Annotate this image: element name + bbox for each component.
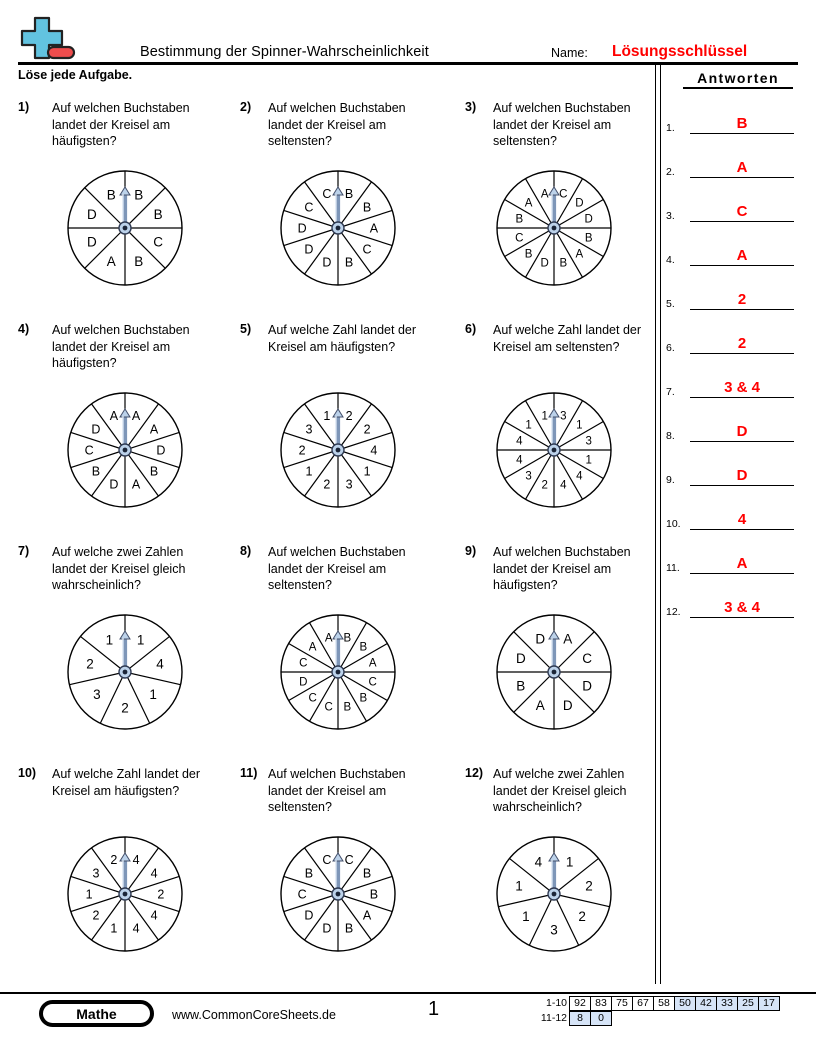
svg-text:3: 3 [550, 922, 558, 938]
svg-text:B: B [359, 641, 368, 654]
svg-text:D: D [562, 697, 573, 713]
svg-text:2: 2 [345, 409, 353, 424]
question-text: Auf welche zwei Zahlen landet der Kreisel gleich wahrscheinlich? [493, 767, 627, 814]
answer-line [690, 309, 794, 310]
svg-text:2: 2 [585, 878, 593, 894]
name-value: Lösungsschlüssel [612, 43, 748, 60]
svg-text:B: B [584, 232, 593, 245]
svg-text:D: D [575, 197, 584, 210]
svg-text:4: 4 [156, 656, 164, 672]
svg-text:D: D [322, 921, 332, 936]
svg-text:4: 4 [150, 908, 158, 923]
svg-text:2: 2 [298, 443, 306, 458]
svg-text:D: D [304, 242, 314, 257]
svg-text:2: 2 [578, 909, 586, 925]
answer-line [690, 177, 794, 178]
svg-text:B: B [362, 200, 372, 215]
score-cell: 75 [611, 996, 633, 1011]
score-cell: 25 [737, 996, 759, 1011]
answer-row [666, 420, 794, 442]
svg-text:B: B [106, 187, 116, 203]
answer-number: 9. [666, 474, 675, 486]
answer-line [690, 441, 794, 442]
spinner-diagram [496, 614, 612, 735]
question-number: 9) [465, 544, 477, 558]
answer-line [690, 573, 794, 574]
svg-text:1: 1 [305, 464, 313, 479]
svg-text:A: A [368, 657, 377, 670]
question-text: Auf welchen Buchstaben landet der Kreisel am häufigsten? [52, 323, 190, 370]
name-label: Name: [551, 46, 588, 60]
svg-text:4: 4 [516, 435, 523, 448]
question-text: Auf welchen Buchstaben landet der Kreisel am häufigsten? [493, 545, 631, 592]
answer-line [690, 397, 794, 398]
svg-text:4: 4 [132, 921, 140, 936]
score-cell: 8 [569, 1011, 591, 1026]
svg-text:D: D [91, 422, 101, 437]
svg-text:D: D [86, 206, 97, 222]
svg-text:D: D [540, 257, 549, 270]
score-cell: 58 [653, 996, 675, 1011]
svg-text:C: C [84, 443, 94, 458]
answer-value: D [736, 467, 748, 484]
svg-text:B: B [343, 701, 352, 714]
svg-text:C: C [308, 692, 317, 705]
svg-text:2: 2 [363, 422, 371, 437]
svg-text:B: B [134, 187, 144, 203]
spinner-diagram [280, 836, 396, 957]
svg-text:C: C [344, 853, 354, 868]
svg-text:B: B [369, 887, 379, 902]
svg-text:2: 2 [157, 887, 165, 902]
question-number: 2) [240, 100, 252, 114]
answer-value: D [736, 423, 748, 440]
question-number: 5) [240, 322, 252, 336]
answer-row [666, 464, 794, 486]
question-text: Auf welchen Buchstaben landet der Kreisel am seltensten? [268, 545, 406, 592]
svg-text:A: A [524, 197, 533, 210]
svg-text:1: 1 [363, 464, 371, 479]
svg-text:1: 1 [576, 419, 583, 432]
answer-row [666, 596, 794, 618]
answers-heading: Antworten [683, 70, 793, 89]
svg-text:D: D [304, 908, 314, 923]
svg-text:1: 1 [110, 921, 118, 936]
score-cell: 67 [632, 996, 654, 1011]
svg-text:C: C [515, 232, 524, 245]
svg-text:3: 3 [345, 477, 353, 492]
svg-text:C: C [559, 188, 568, 201]
svg-text:A: A [131, 477, 141, 492]
svg-text:3: 3 [93, 687, 101, 703]
score-cell: 50 [674, 996, 696, 1011]
answer-row [666, 508, 794, 530]
svg-text:B: B [524, 248, 533, 261]
svg-text:4: 4 [150, 866, 158, 881]
svg-text:A: A [369, 221, 379, 236]
spinner-diagram [67, 836, 183, 957]
svg-text:D: D [86, 234, 97, 250]
svg-text:1: 1 [323, 409, 331, 424]
answer-row [666, 288, 794, 310]
answer-value: A [736, 159, 748, 176]
svg-text:1: 1 [565, 854, 574, 870]
answers-divider [655, 64, 661, 984]
page-number: 1 [428, 998, 440, 1020]
question-number: 1) [18, 100, 30, 114]
svg-text:C: C [368, 676, 377, 689]
answer-line [690, 133, 794, 134]
svg-text:A: A [362, 908, 372, 923]
answer-row [666, 156, 794, 178]
answer-value: 3 & 4 [724, 379, 760, 396]
question-number: 10) [18, 766, 37, 780]
svg-text:C: C [299, 657, 308, 670]
answer-row [666, 244, 794, 266]
svg-text:B: B [359, 692, 368, 705]
svg-text:A: A [131, 409, 141, 424]
question-number: 3) [465, 100, 477, 114]
instruction-text: Löse jede Aufgabe. [18, 68, 133, 82]
svg-text:4: 4 [534, 854, 543, 870]
svg-text:2: 2 [541, 479, 548, 492]
spinner-diagram [496, 170, 612, 291]
svg-text:3: 3 [560, 410, 567, 423]
question-text: Auf welchen Buchstaben landet der Kreisel am häufigsten? [52, 101, 190, 148]
spinner-diagram [67, 170, 183, 291]
spinner-diagram [280, 392, 396, 513]
svg-text:B: B [153, 206, 163, 222]
answer-number: 11. [666, 562, 680, 574]
answer-value: 2 [737, 335, 747, 352]
answer-value: 3 & 4 [724, 599, 760, 616]
svg-text:1: 1 [515, 878, 523, 894]
svg-text:B: B [344, 255, 354, 270]
svg-text:B: B [515, 213, 524, 226]
svg-text:B: B [304, 866, 314, 881]
svg-text:1: 1 [85, 887, 93, 902]
svg-text:1: 1 [522, 909, 530, 925]
svg-text:A: A [535, 697, 545, 713]
question-number: 8) [240, 544, 252, 558]
score-cell: 42 [695, 996, 717, 1011]
answer-value: A [736, 555, 748, 572]
svg-text:4: 4 [370, 443, 378, 458]
answer-value: C [736, 203, 748, 220]
svg-text:D: D [299, 676, 308, 689]
svg-text:3: 3 [92, 866, 100, 881]
svg-text:A: A [106, 253, 116, 269]
svg-text:A: A [563, 631, 573, 647]
svg-text:1: 1 [525, 419, 532, 432]
svg-text:C: C [322, 187, 332, 202]
spinner-diagram [280, 614, 396, 735]
svg-text:C: C [582, 650, 593, 666]
answer-value: 4 [737, 511, 747, 528]
answer-line [690, 265, 794, 266]
answer-number: 7. [666, 386, 675, 398]
svg-text:B: B [516, 678, 526, 694]
svg-text:D: D [322, 255, 332, 270]
svg-text:D: D [535, 631, 546, 647]
answer-number: 6. [666, 342, 675, 354]
subject-badge [39, 1000, 154, 1027]
svg-text:4: 4 [516, 454, 523, 467]
answer-row [666, 332, 794, 354]
svg-text:A: A [149, 422, 159, 437]
spinner-diagram [67, 614, 183, 735]
svg-text:3: 3 [525, 470, 532, 483]
svg-text:2: 2 [121, 700, 129, 716]
svg-text:A: A [575, 248, 584, 261]
svg-text:B: B [149, 464, 159, 479]
answer-number: 4. [666, 254, 675, 266]
svg-text:B: B [134, 253, 144, 269]
svg-text:2: 2 [92, 908, 100, 923]
svg-text:C: C [362, 242, 372, 257]
page-title: Bestimmung der Spinner-Wahrscheinlichkeit [140, 44, 429, 60]
answer-line [690, 221, 794, 222]
answer-number: 12. [666, 606, 681, 618]
question-number: 7) [18, 544, 30, 558]
answer-row [666, 376, 794, 398]
svg-text:C: C [304, 200, 314, 215]
svg-text:D: D [156, 443, 166, 458]
svg-text:B: B [362, 866, 372, 881]
svg-text:C: C [322, 853, 332, 868]
svg-text:D: D [584, 213, 593, 226]
question-text: Auf welche Zahl landet der Kreisel am häufigsten? [52, 767, 201, 798]
svg-text:B: B [91, 464, 101, 479]
answer-row [666, 200, 794, 222]
svg-text:D: D [109, 477, 119, 492]
score-row [533, 1011, 780, 1026]
svg-text:D: D [297, 221, 307, 236]
svg-text:B: B [344, 921, 354, 936]
answer-value: B [736, 115, 748, 132]
footer-divider [0, 992, 816, 994]
spinner-diagram [496, 392, 612, 513]
score-row-label: 11-12 [540, 1012, 567, 1024]
svg-text:1: 1 [105, 632, 114, 648]
question-text: Auf welchen Buchstaben landet der Kreisel am seltensten? [268, 767, 406, 814]
question-number: 11) [240, 766, 258, 780]
answer-line [690, 485, 794, 486]
question-text: Auf welche Zahl landet der Kreisel am häufigsten? [268, 323, 417, 354]
svg-text:B: B [559, 257, 568, 270]
svg-text:1: 1 [149, 687, 157, 703]
spinner-diagram [67, 392, 183, 513]
svg-text:D: D [582, 678, 593, 694]
svg-text:C: C [297, 887, 307, 902]
question-text: Auf welchen Buchstaben landet der Kreisel am seltensten? [493, 101, 631, 148]
svg-text:A: A [540, 188, 549, 201]
question-text: Auf welche zwei Zahlen landet der Kreisel gleich wahrscheinlich? [52, 545, 186, 592]
answer-number: 5. [666, 298, 675, 310]
svg-text:B: B [343, 632, 352, 645]
svg-text:A: A [308, 641, 317, 654]
spinner-diagram [280, 170, 396, 291]
svg-text:D: D [515, 650, 526, 666]
answer-row [666, 112, 794, 134]
svg-text:C: C [324, 701, 333, 714]
score-cell: 0 [590, 1011, 612, 1026]
answer-row [666, 552, 794, 574]
score-row [533, 996, 780, 1011]
svg-text:A: A [109, 409, 119, 424]
svg-text:2: 2 [86, 656, 94, 672]
question-number: 4) [18, 322, 30, 336]
answer-number: 3. [666, 210, 675, 222]
answer-value: 2 [737, 291, 747, 308]
svg-text:1: 1 [541, 410, 548, 423]
question-text: Auf welchen Buchstaben landet der Kreisel am seltensten? [268, 101, 406, 148]
svg-text:3: 3 [585, 435, 592, 448]
score-row-label: 1-10 [545, 997, 567, 1009]
page-header [0, 0, 816, 62]
svg-text:4: 4 [560, 479, 567, 492]
score-cell: 33 [716, 996, 738, 1011]
svg-text:B: B [344, 187, 354, 202]
svg-text:2: 2 [110, 853, 118, 868]
svg-text:C: C [153, 234, 164, 250]
answer-line [690, 617, 794, 618]
svg-text:4: 4 [132, 853, 140, 868]
answer-number: 8. [666, 430, 675, 442]
svg-text:4: 4 [576, 470, 583, 483]
question-number: 6) [465, 322, 477, 336]
site-url: www.CommonCoreSheets.de [172, 1008, 336, 1022]
answer-number: 1. [666, 122, 675, 134]
score-cell: 17 [758, 996, 780, 1011]
spinner-diagram [496, 836, 612, 957]
question-number: 12) [465, 766, 484, 780]
answer-value: A [736, 247, 748, 264]
question-text: Auf welche Zahl landet der Kreisel am seltensten? [493, 323, 642, 354]
answer-number: 10. [666, 518, 681, 530]
svg-text:3: 3 [305, 422, 313, 437]
answer-line [690, 529, 794, 530]
score-cell: 83 [590, 996, 612, 1011]
svg-text:A: A [324, 632, 333, 645]
score-cell: 92 [569, 996, 591, 1011]
answer-number: 2. [666, 166, 675, 178]
plus-minus-logo-icon [18, 16, 80, 62]
svg-text:1: 1 [136, 632, 145, 648]
header-divider [18, 62, 798, 65]
svg-text:1: 1 [585, 454, 592, 467]
svg-text:2: 2 [323, 477, 331, 492]
answer-line [690, 353, 794, 354]
score-table [533, 996, 780, 1026]
subject-badge-label: Mathe [43, 1004, 150, 1023]
